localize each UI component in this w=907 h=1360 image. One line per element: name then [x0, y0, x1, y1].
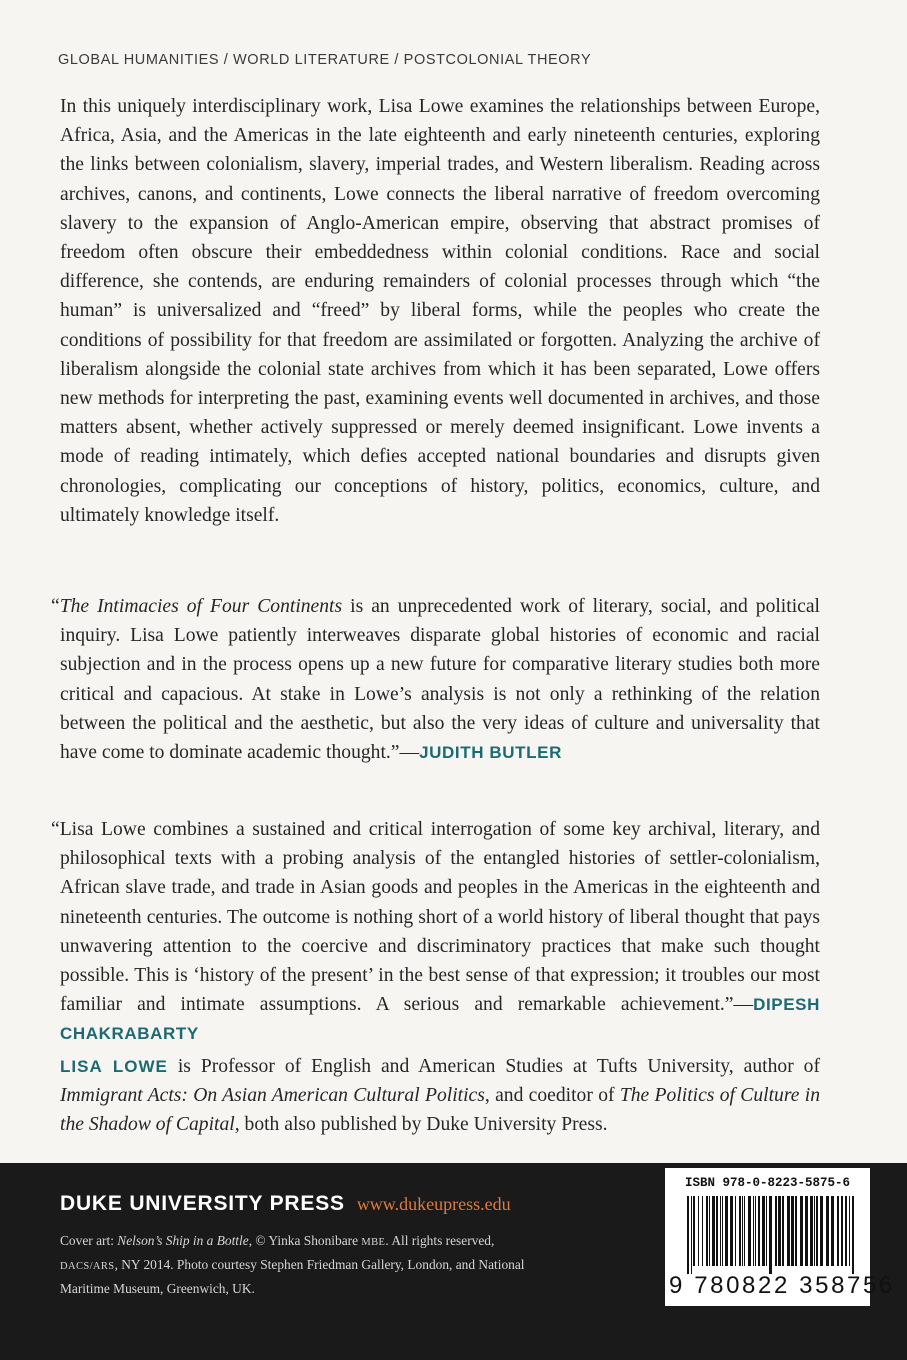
barcode-bar — [742, 1196, 743, 1266]
barcode-bar — [709, 1196, 710, 1266]
barcode-bar — [791, 1196, 794, 1266]
barcode-bar — [687, 1196, 689, 1274]
barcode-bar — [795, 1196, 797, 1266]
blurb-text: “Lisa Lowe combines a sustained and critical interrogation of some key archival, literary, and philosophical texts with a probing analysis of the entangled histories of settler-colonialism, African slave trade, and trade in Asian goods and peoples in the Americas in the eighteenth and nineteenth centuries. The outcome is nothing short of a world history of liberal thought that pays unwavering attention to the coercive and discriminatory practices that make such thought possible. This is ‘history of the present’ in the best sense of that expression; it troubles our most familiar and intimate assumptions. A serious and remarkable achievement.”— — [51, 819, 820, 1016]
barcode-bar — [778, 1196, 781, 1266]
barcode-bar — [775, 1196, 777, 1266]
credit-text: , NY 2014. Photo courtesy Stephen Friedman Gallery, London, and National Maritime Museum, Greenwich, UK. — [60, 1257, 525, 1296]
barcode-bar — [782, 1196, 784, 1266]
barcode-digits: 9 780822 358756 — [669, 1272, 895, 1299]
credit-artwork-title: Nelson’s Ship in a Bottle — [117, 1233, 249, 1248]
credit-honorific: MBE — [361, 1237, 386, 1248]
barcode-bar — [753, 1196, 754, 1266]
credit-text: Cover art: — [60, 1233, 118, 1248]
barcode-bar — [762, 1196, 765, 1266]
barcode-bar — [845, 1196, 847, 1266]
barcode-bar — [730, 1196, 733, 1266]
barcode-bar — [725, 1196, 728, 1266]
barcode-bar — [805, 1196, 808, 1266]
barcode-bar — [739, 1196, 741, 1266]
blurb-open-quote: “ — [51, 596, 60, 617]
barcode-bar — [716, 1196, 718, 1266]
blurb-chakrabarty — [51, 815, 820, 1049]
barcode-bar — [814, 1196, 815, 1266]
barcode-bar — [720, 1196, 721, 1266]
bio-book-title: Immigrant Acts: On Asian American Cultural Politics — [60, 1085, 485, 1107]
barcode-panel — [665, 1168, 895, 1306]
blurb-book-title: The Intimacies of Four Continents — [59, 596, 343, 617]
author-bio — [60, 1052, 820, 1140]
author-name: LISA LOWE — [60, 1057, 168, 1076]
barcode-bar — [691, 1196, 692, 1274]
barcode-bar — [706, 1196, 708, 1266]
credit-agency: DACS/ARS — [60, 1261, 115, 1272]
bio-text: is Professor of English and American Studies at Tufts University, author of — [167, 1056, 821, 1077]
barcode-bar — [755, 1196, 756, 1266]
barcode-bar — [769, 1196, 772, 1274]
barcode-bar — [698, 1196, 699, 1266]
barcode-bar — [800, 1196, 803, 1266]
bio-book-title: The Politics of Culture in the Shadow of Capital — [60, 1085, 820, 1136]
barcode-bar — [758, 1196, 760, 1266]
isbn-label: ISBN 978-0-8223-5875-6 — [685, 1176, 851, 1190]
barcode-bar — [735, 1196, 736, 1266]
blurb-author: DIPESH CHAKRABARTY — [60, 995, 820, 1044]
bio-text: , both also published by Duke University Press. — [234, 1114, 608, 1136]
barcode-bar — [702, 1196, 703, 1266]
barcode-bar — [722, 1196, 723, 1266]
barcode-bar — [693, 1196, 695, 1266]
barcode-bar — [712, 1196, 715, 1266]
credit-text: , © Yinka Shonibare — [248, 1233, 362, 1248]
barcode-bar — [766, 1196, 767, 1266]
barcode-bars — [673, 1196, 865, 1274]
cover-art-credit — [60, 1230, 530, 1300]
publisher-url[interactable]: www.dukeupress.edu — [356, 1194, 511, 1214]
credit-text: . All rights reserved, — [385, 1233, 495, 1248]
book-description: In this uniquely interdisciplinary work, Lisa Lowe examines the relationships between Europe, Africa, Asia, and the Americas in the late eighteenth and early nineteenth centuries, exploring the links between colonialism, slavery, imperial trades, and Western liberalism. Reading across archives, canons, and continents, Lowe connects the liberal narrative of freedom overcoming slavery to the expansion of Anglo-American empire, observing that abstract promises of freedom often obscure their embeddedness within colonial conditions. Race and social difference, she contends, are enduring remainders of colonial processes through which “the human” is universalized and “freed” by liberal forms, while the peoples who create the conditions of possibility for that freedom are assimilated or forgotten. Analyzing the archive of liberalism alongside the colonial state archives from which it has been separated, Lowe offers new methods for interpreting the past, examining events well documented in archives, and those matters absent, whether actively suppressed or merely deemed insignificant. Lowe invents a mode of reading intimately, which defies accepted national boundaries and disrupts given chronologies, complicating our conceptions of history, politics, economics, culture, and ultimately knowledge itself. — [60, 96, 820, 526]
barcode-bar — [841, 1196, 843, 1266]
barcode-bar — [810, 1196, 813, 1266]
barcode-bar — [820, 1196, 823, 1266]
barcode-bar — [816, 1196, 818, 1266]
publisher-row — [60, 1192, 511, 1216]
barcode-bar — [837, 1196, 839, 1266]
barcode-bar — [787, 1196, 790, 1266]
barcode-bar — [744, 1196, 745, 1266]
category-label: GLOBAL HUMANITIES / WORLD LITERATURE / POSTCOLONIAL THEORY — [58, 52, 592, 68]
blurb-author: JUDITH BUTLER — [419, 743, 562, 763]
barcode-bar — [826, 1196, 829, 1266]
barcode-bar — [831, 1196, 834, 1266]
blurb-butler — [51, 592, 820, 767]
publisher-name: DUKE UNIVERSITY PRESS — [60, 1192, 345, 1215]
barcode-bar — [849, 1196, 850, 1266]
barcode-bar — [748, 1196, 751, 1266]
barcode-bar — [852, 1196, 854, 1274]
bio-text: , and coeditor of — [484, 1085, 620, 1107]
blurb-text: is an unprecedented work of literary, social, and political inquiry. Lisa Lowe patiently interweaves disparate global histories of economic and racial subjection and in the process opens up a new future for comparative literary studies both more critical and capacious. At stake in Lowe’s analysis is not only a rethinking of the relation between the political and the aesthetic, but also the very ideas of culture and universality that have come to dominate academic thought.”— — [60, 596, 820, 764]
